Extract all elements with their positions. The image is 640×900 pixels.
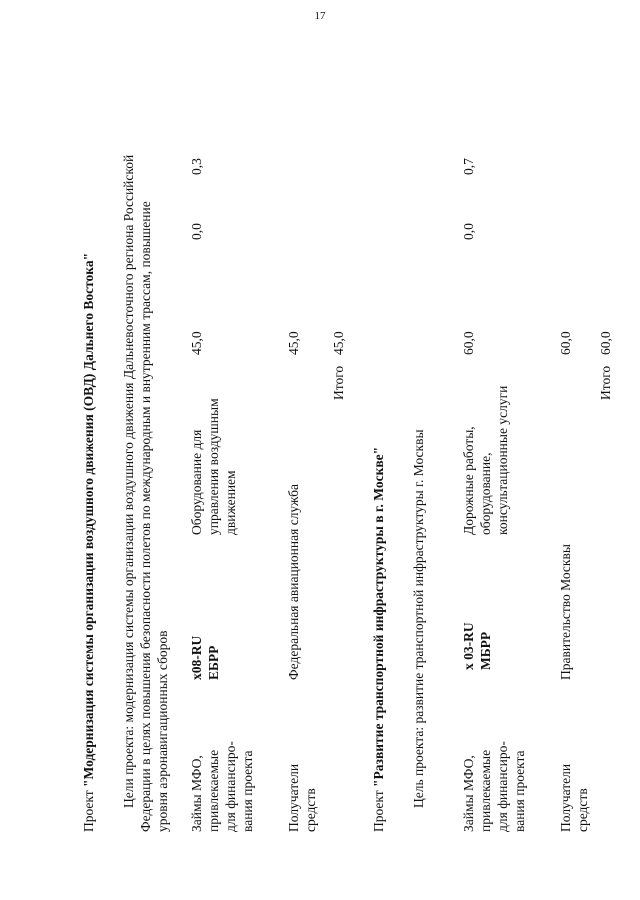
project1-prefix: Проект	[81, 790, 96, 832]
project2-loan-code: х 03-RU МБРР	[461, 622, 493, 670]
project2-col2: 0,0	[461, 223, 476, 240]
project2-goal: Цель проекта: развитие транспортной инфраструктуры г. Москвы	[411, 429, 426, 808]
project1-purpose: Оборудование для управления воздушным движением	[189, 398, 238, 535]
project1-total-value: 45,0	[331, 331, 346, 355]
project1-col1: 45,0	[189, 331, 204, 355]
project2-recipient-label: Получатели средств	[558, 763, 590, 832]
project1-loan-label: Займы МФО, привлекаемые для финансиро- вания проекта	[189, 741, 255, 832]
project1-col2: 0,0	[189, 223, 204, 240]
project1-goal-line-2: Федерации в целях повышения безопасности полетов по международным и внутренним трассам, повышение	[138, 201, 153, 832]
project1-recipient-label: Получатели средств	[286, 763, 318, 832]
project1-goal-line-3: уровня аэронавигационных сборов	[155, 630, 170, 832]
project1-recipient-value: 45,0	[286, 331, 301, 355]
project1-total-label: Итого	[331, 365, 346, 400]
page-number: 17	[314, 10, 326, 22]
project1-heading	[80, 253, 97, 832]
project2-recipient-value: 60,0	[558, 331, 573, 355]
project2-total-value: 60,0	[598, 331, 613, 355]
project2-title: "Развитие транспортной инфраструктуры в г. Москве"	[371, 446, 386, 787]
project2-loan-label: Займы МФО, привлекаемые для финансиро- вания проекта	[461, 741, 527, 832]
project1-goal-line-1: Цели проекта: модернизация системы организации воздушного движения Дальневосточного региона Российской	[121, 154, 136, 808]
project2-recipient: Правительство Москвы	[558, 544, 573, 680]
rotated-content	[20, 20, 620, 880]
project2-col1: 60,0	[461, 331, 476, 355]
project2-heading	[370, 447, 387, 832]
project2-purpose: Дорожные работы, оборудование, консультационные услуги	[461, 385, 510, 535]
project1-recipient: Федеральная авиационная служба	[286, 483, 301, 680]
project2-prefix: Проект	[371, 790, 386, 832]
project2-total-label: Итого	[598, 365, 613, 400]
project1-loan-code: х08-RU ЕБРР	[189, 635, 221, 680]
project1-col3: 0,3	[189, 158, 204, 175]
project1-title: "Модернизация системы организации воздушного движения (ОВД) Дальнего Востока"	[81, 252, 96, 787]
project2-col3: 0,7	[461, 158, 476, 175]
